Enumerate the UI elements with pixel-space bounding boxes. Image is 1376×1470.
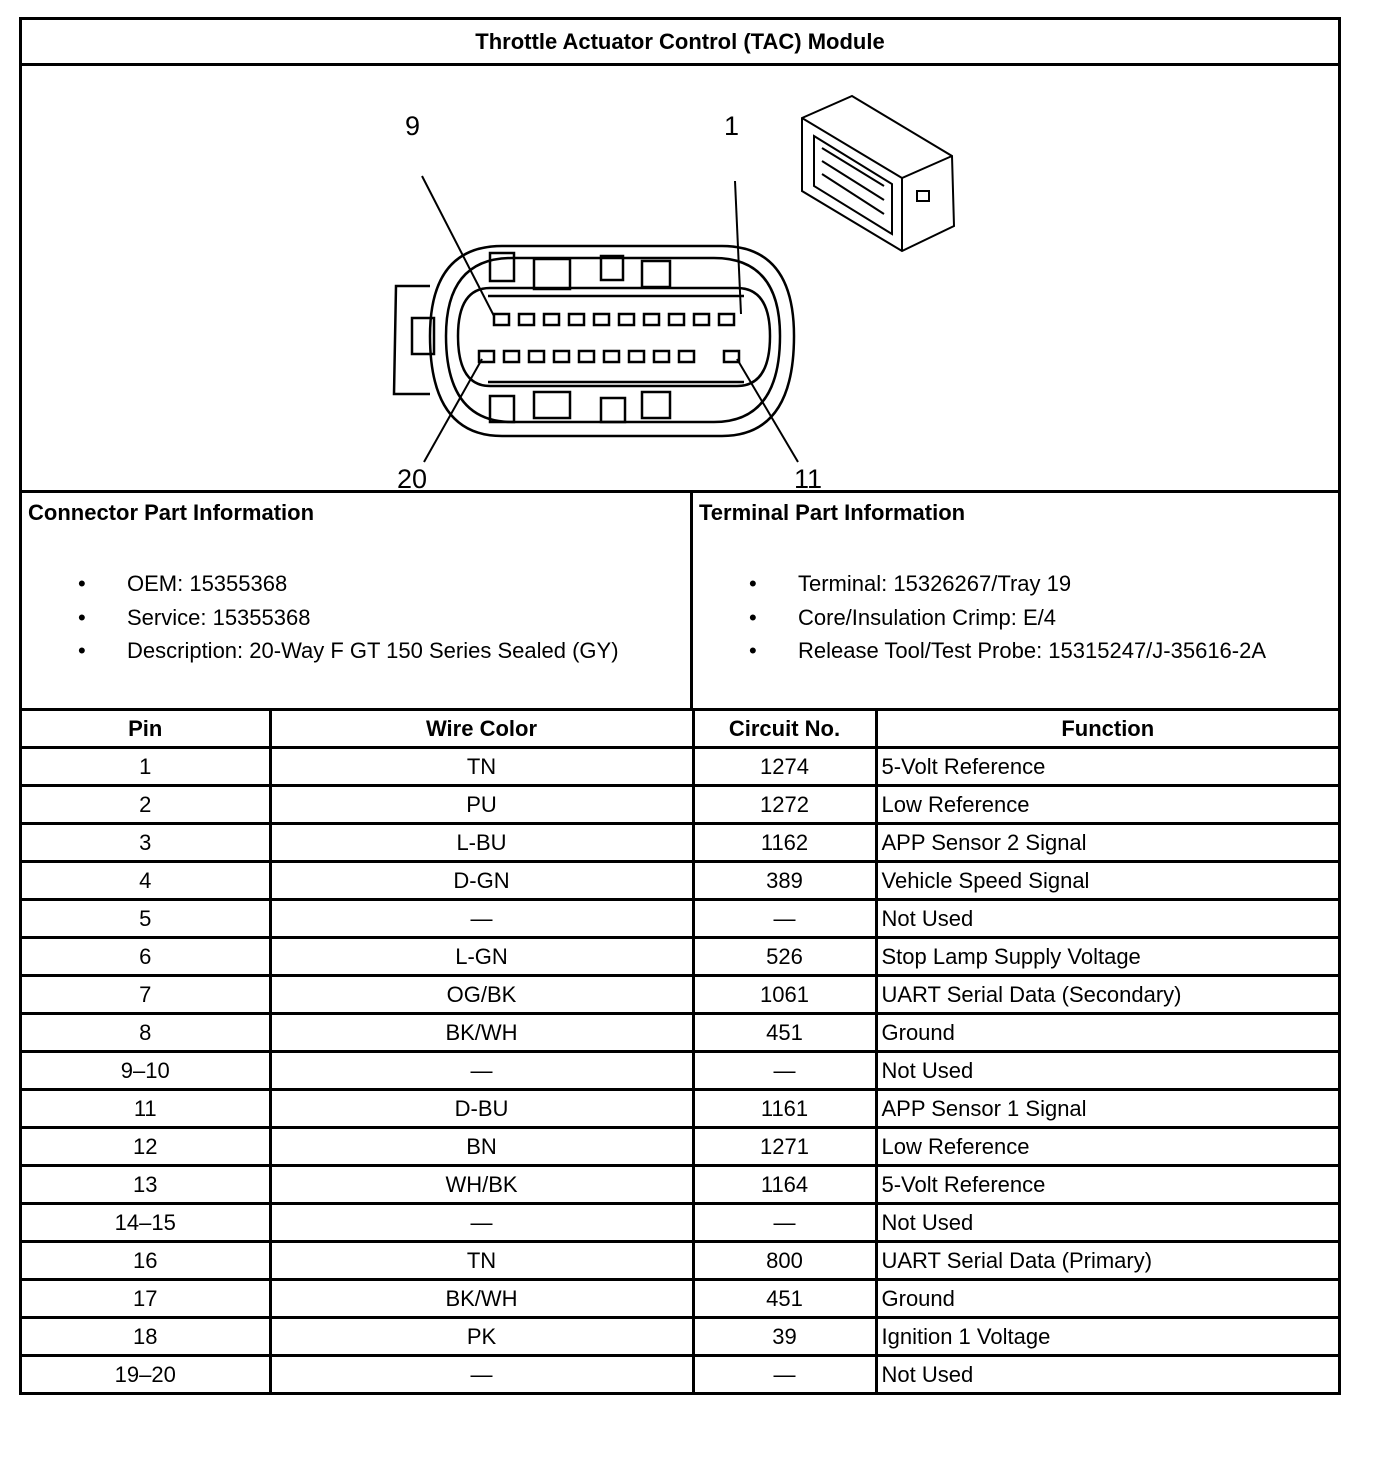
cell-function: UART Serial Data (Secondary) — [876, 976, 1338, 1014]
cell-wire-color: TN — [270, 748, 693, 786]
cell-wire-color: TN — [270, 1242, 693, 1280]
cell-circuit-no: 1271 — [693, 1128, 876, 1166]
list-item: • Terminal: 15326267/Tray 19 — [699, 567, 1332, 601]
cell-function: Vehicle Speed Signal — [876, 862, 1338, 900]
cell-pin: 7 — [22, 976, 270, 1014]
cell-circuit-no: 1162 — [693, 824, 876, 862]
cell-function: Low Reference — [876, 786, 1338, 824]
cell-circuit-no: 39 — [693, 1318, 876, 1356]
bullet-icon: • — [78, 638, 86, 663]
cell-function: APP Sensor 1 Signal — [876, 1090, 1338, 1128]
cell-wire-color: PK — [270, 1318, 693, 1356]
list-item: • Core/Insulation Crimp: E/4 — [699, 601, 1332, 635]
cell-function: Not Used — [876, 900, 1338, 938]
cell-function: Not Used — [876, 1204, 1338, 1242]
header-wire-color: Wire Color — [270, 711, 693, 748]
top-pin-row — [494, 314, 734, 325]
cell-wire-color: D-BU — [270, 1090, 693, 1128]
cell-wire-color: OG/BK — [270, 976, 693, 1014]
cell-pin: 14–15 — [22, 1204, 270, 1242]
bottom-pin-row — [479, 351, 739, 362]
cell-circuit-no: 1272 — [693, 786, 876, 824]
list-item: • Service: 15355368 — [28, 601, 684, 635]
connector-part-list — [28, 567, 684, 668]
leader-pin-9 — [422, 176, 494, 316]
table-row — [22, 1128, 1338, 1166]
cell-wire-color: — — [270, 1204, 693, 1242]
cell-wire-color: D-GN — [270, 862, 693, 900]
pinout-table — [22, 711, 1338, 1392]
pin-label-1: 1 — [724, 111, 740, 141]
bullet-icon: • — [78, 604, 86, 630]
cell-pin: 19–20 — [22, 1356, 270, 1393]
table-row — [22, 1090, 1338, 1128]
cell-function: Not Used — [876, 1052, 1338, 1090]
cell-function: UART Serial Data (Primary) — [876, 1242, 1338, 1280]
cell-pin: 5 — [22, 900, 270, 938]
leader-pin-11 — [737, 359, 798, 462]
bullet-icon: • — [78, 571, 86, 596]
table-row — [22, 748, 1338, 786]
cell-wire-color: BK/WH — [270, 1280, 693, 1318]
bullet-icon: • — [749, 571, 757, 596]
cell-function: Not Used — [876, 1356, 1338, 1393]
cell-pin: 11 — [22, 1090, 270, 1128]
cell-function: Low Reference — [876, 1128, 1338, 1166]
cell-function: Ground — [876, 1014, 1338, 1052]
header-circuit-no: Circuit No. — [693, 711, 876, 748]
cell-circuit-no: 451 — [693, 1014, 876, 1052]
bullet-icon: • — [749, 604, 757, 630]
cell-pin: 16 — [22, 1242, 270, 1280]
cell-function: APP Sensor 2 Signal — [876, 824, 1338, 862]
bullet-icon: • — [749, 638, 757, 663]
terminal-part-list — [699, 567, 1332, 668]
cell-circuit-no: 800 — [693, 1242, 876, 1280]
table-header-row — [22, 711, 1338, 748]
cell-wire-color: — — [270, 1052, 693, 1090]
cell-circuit-no: — — [693, 900, 876, 938]
table-row — [22, 862, 1338, 900]
table-row — [22, 1052, 1338, 1090]
cell-wire-color: — — [270, 900, 693, 938]
cell-function: Stop Lamp Supply Voltage — [876, 938, 1338, 976]
connector-face — [458, 288, 770, 386]
cell-circuit-no: — — [693, 1204, 876, 1242]
cell-wire-color: L-BU — [270, 824, 693, 862]
cell-pin: 18 — [22, 1318, 270, 1356]
cell-function: Ignition 1 Voltage — [876, 1318, 1338, 1356]
table-row — [22, 1356, 1338, 1393]
pin-label-20: 20 — [397, 464, 428, 494]
table-row — [22, 1318, 1338, 1356]
header-pin: Pin — [22, 711, 270, 748]
terminal-part-heading: Terminal Part Information — [699, 500, 966, 525]
header-function: Function — [876, 711, 1338, 748]
terminal-part-info — [693, 493, 1338, 708]
table-row — [22, 976, 1338, 1014]
list-item: • Description: 20-Way F GT 150 Series Sealed (GY) — [28, 634, 684, 668]
cell-circuit-no: 526 — [693, 938, 876, 976]
pin-label-9: 9 — [405, 111, 421, 141]
pinout-rows — [22, 748, 1338, 1393]
cell-circuit-no: 389 — [693, 862, 876, 900]
table-row — [22, 900, 1338, 938]
cell-circuit-no: 451 — [693, 1280, 876, 1318]
cell-wire-color: PU — [270, 786, 693, 824]
cell-pin: 2 — [22, 786, 270, 824]
cell-function: 5-Volt Reference — [876, 748, 1338, 786]
cell-wire-color: L-GN — [270, 938, 693, 976]
cell-circuit-no: 1161 — [693, 1090, 876, 1128]
page-title: Throttle Actuator Control (TAC) Module — [22, 20, 1338, 66]
cell-pin: 17 — [22, 1280, 270, 1318]
cell-pin: 13 — [22, 1166, 270, 1204]
table-row — [22, 824, 1338, 862]
cell-wire-color: BK/WH — [270, 1014, 693, 1052]
connector-sheet — [19, 17, 1341, 1395]
cell-circuit-no: 1164 — [693, 1166, 876, 1204]
cell-wire-color: WH/BK — [270, 1166, 693, 1204]
table-row — [22, 938, 1338, 976]
cell-circuit-no: — — [693, 1356, 876, 1393]
table-row — [22, 1204, 1338, 1242]
cell-pin: 3 — [22, 824, 270, 862]
table-row — [22, 1280, 1338, 1318]
table-row — [22, 1014, 1338, 1052]
cell-pin: 4 — [22, 862, 270, 900]
cell-pin: 9–10 — [22, 1052, 270, 1090]
list-item: • OEM: 15355368 — [28, 567, 684, 601]
cell-function: Ground — [876, 1280, 1338, 1318]
cell-circuit-no: 1061 — [693, 976, 876, 1014]
connector-part-info — [22, 493, 693, 708]
part-information — [22, 493, 1338, 711]
table-row — [22, 1166, 1338, 1204]
cell-pin: 12 — [22, 1128, 270, 1166]
cell-circuit-no: — — [693, 1052, 876, 1090]
table-row — [22, 1242, 1338, 1280]
connector-part-heading: Connector Part Information — [28, 500, 315, 525]
cell-pin: 8 — [22, 1014, 270, 1052]
cell-function: 5-Volt Reference — [876, 1166, 1338, 1204]
cell-pin: 1 — [22, 748, 270, 786]
cell-circuit-no: 1274 — [693, 748, 876, 786]
cell-pin: 6 — [22, 938, 270, 976]
connector-iso-view — [802, 96, 954, 251]
connector-drawing — [22, 66, 1338, 490]
list-item: • Release Tool/Test Probe: 15315247/J-35616-2A — [699, 634, 1332, 668]
connector-diagram — [22, 66, 1338, 493]
cell-wire-color: — — [270, 1356, 693, 1393]
pin-label-11: 11 — [794, 464, 823, 494]
table-row — [22, 786, 1338, 824]
cell-wire-color: BN — [270, 1128, 693, 1166]
